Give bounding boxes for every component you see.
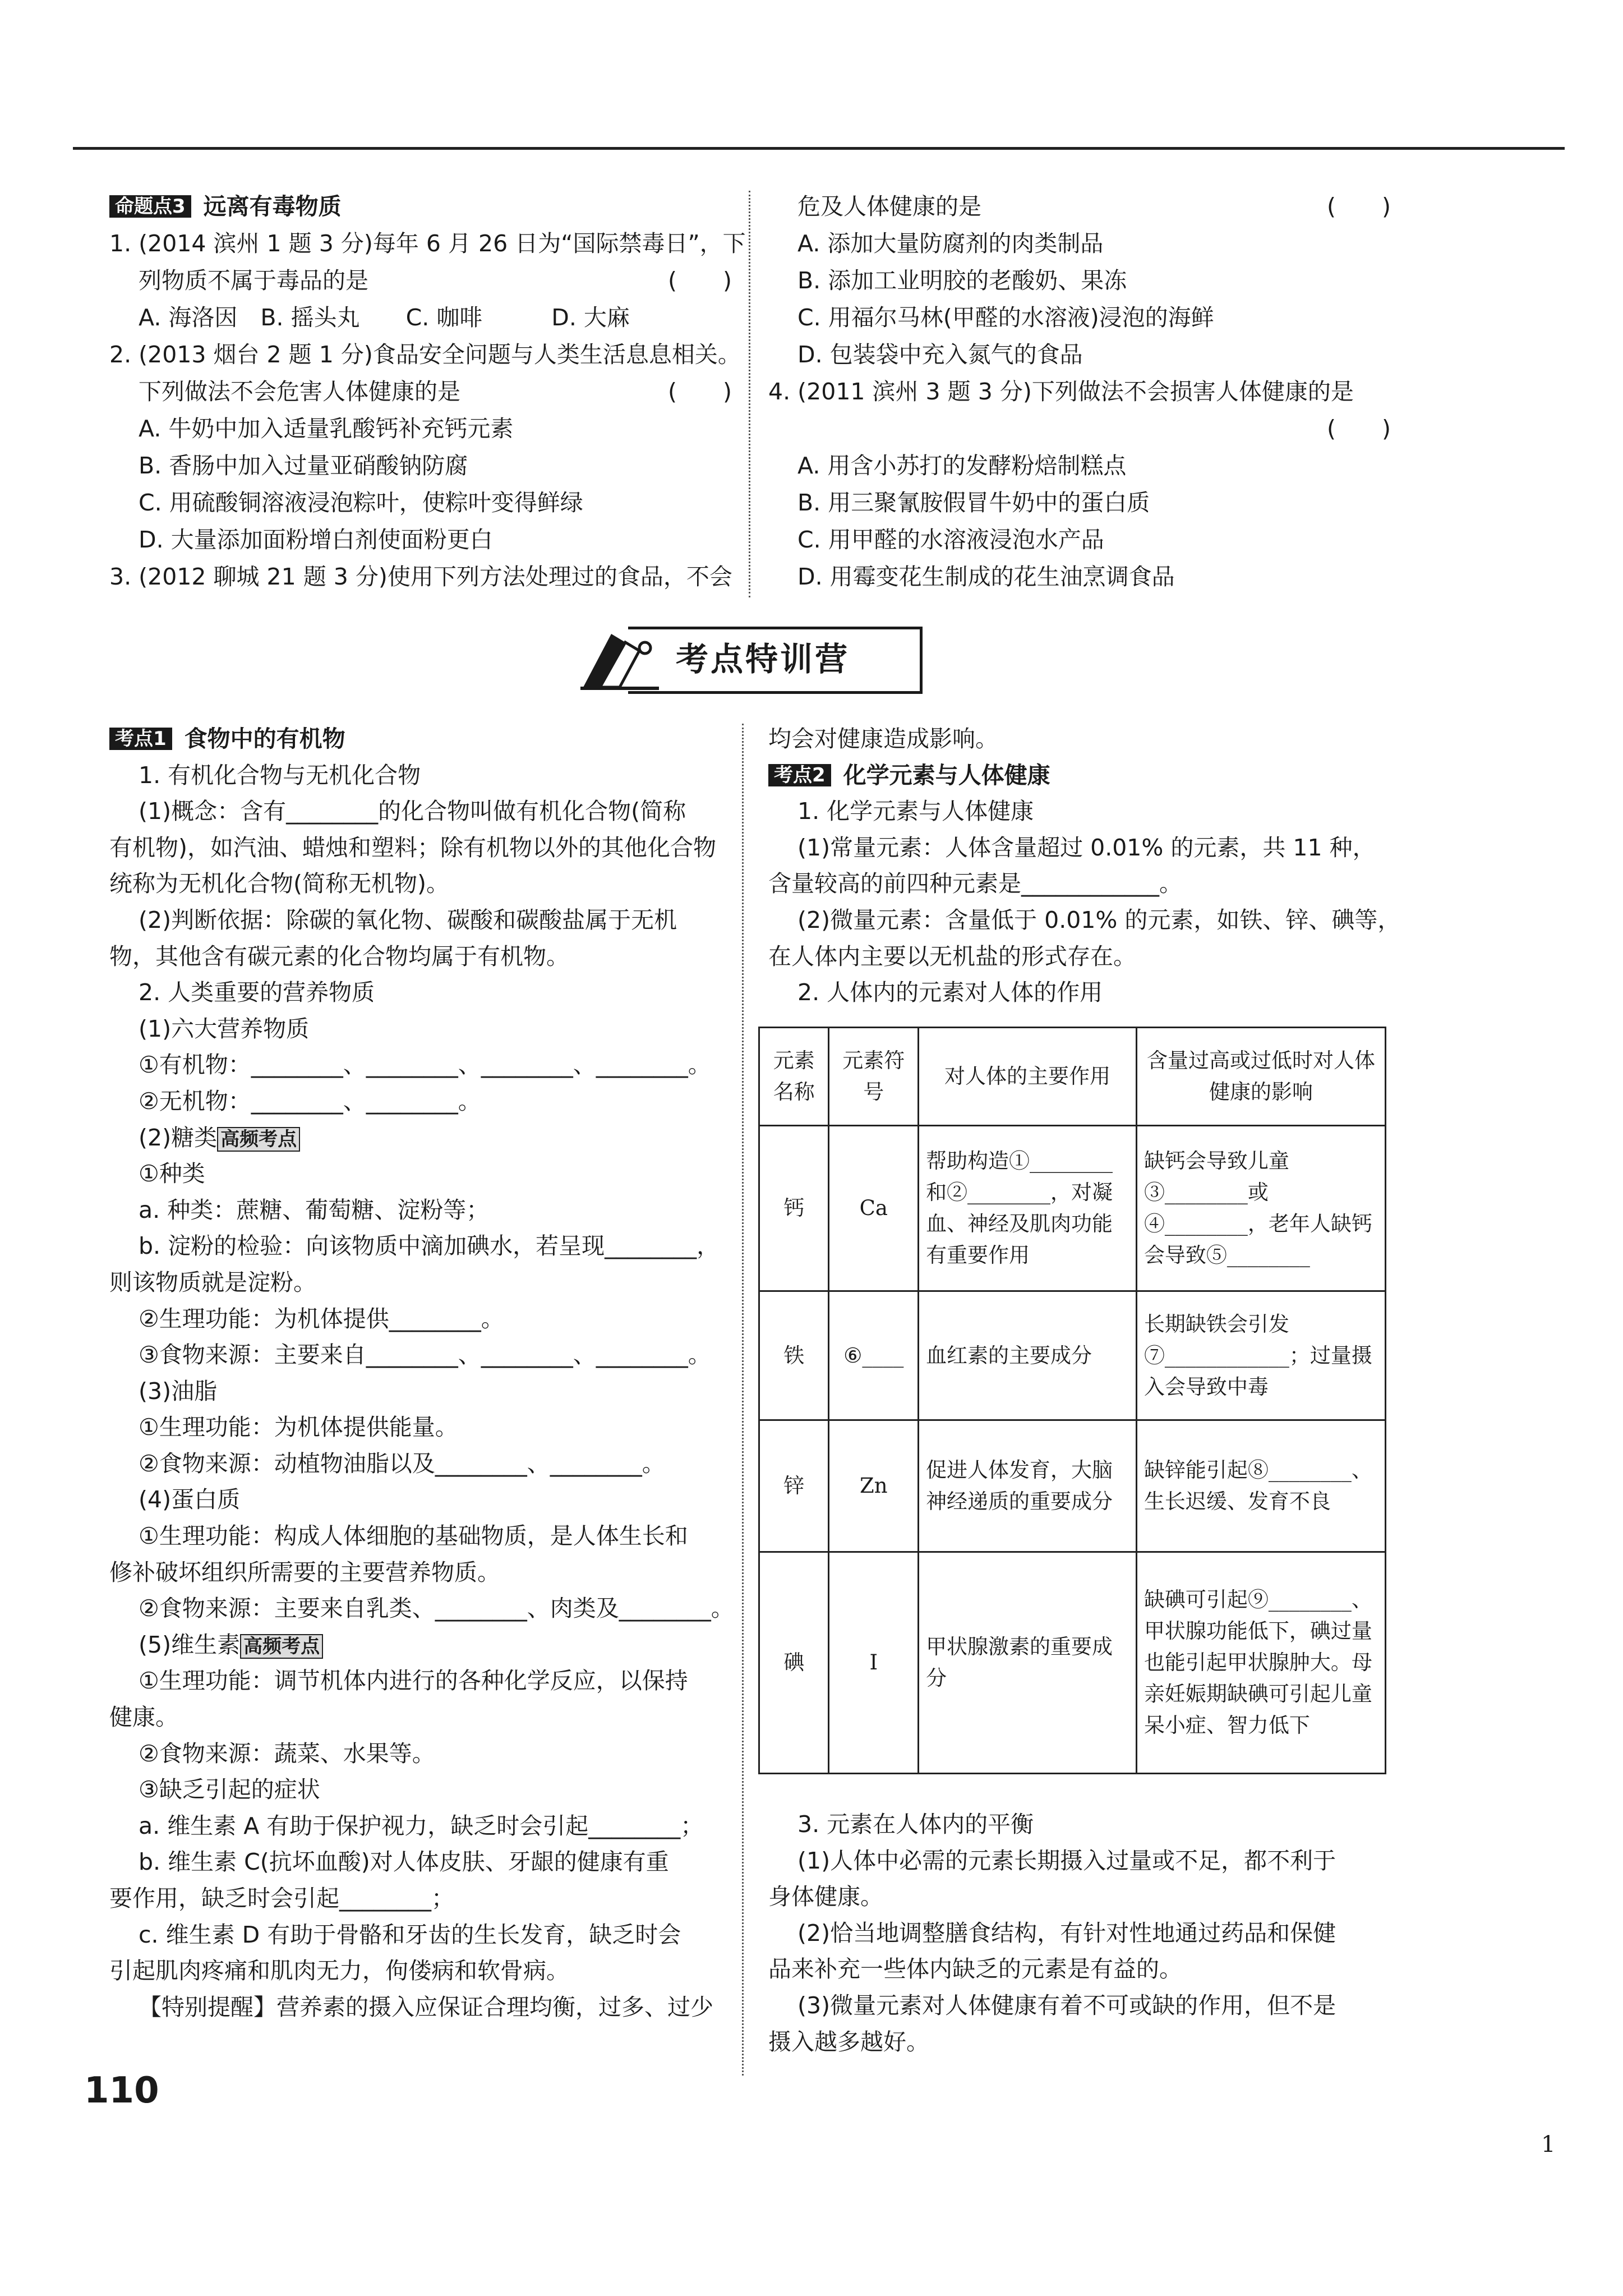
text-line: a. 维生素 A 有助于保护视力，缺乏时会引起________； — [139, 1812, 704, 1839]
q2-line1: 2. (2013 烟台 2 题 1 分)食品安全问题与人类生活息息相关。 — [109, 341, 741, 368]
q1-options: A. 海洛因 B. 摇头丸 C. 咖啡 D. 大麻 — [139, 304, 630, 331]
text-line: (3)微量元素对人体健康有着不可或缺的作用，但不是 — [797, 1991, 1336, 2019]
text-line: ②食物来源：蔬菜、水果等。 — [139, 1740, 435, 1767]
table-header-row — [759, 1028, 1386, 1126]
text-line: (1)六大营养物质 — [139, 1015, 310, 1042]
q1-paren: ( ) — [668, 267, 732, 294]
top-left-column — [109, 188, 746, 595]
text-line: ①生理功能：为机体提供能量。 — [139, 1414, 458, 1441]
table-row — [759, 1552, 1386, 1774]
table-cell: Zn — [829, 1420, 919, 1552]
text-line: (3)油脂 — [139, 1377, 218, 1405]
q1-line2: 列物质不属于毒品的是 — [139, 267, 368, 294]
q4-line1: 4. (2011 滨州 3 题 3 分)下列做法不会损害人体健康的是 — [768, 378, 1354, 405]
right-column-bottom — [768, 1806, 1391, 2060]
q3-option-c: C. 用福尔马林(甲醛的水溶液)浸泡的海鲜 — [797, 304, 1214, 331]
left-column — [109, 721, 732, 2025]
table-cell: 促进人体发育，大脑神经递质的重要成分 — [919, 1420, 1137, 1552]
text-line: ③缺乏引起的症状 — [139, 1776, 320, 1803]
text-line: 2. 人类重要的营养物质 — [139, 979, 375, 1006]
top-right-column — [768, 188, 1391, 595]
text-line: 在人体内主要以无机盐的形式存在。 — [768, 942, 1136, 970]
q4-option-d: D. 用霉变花生制成的花生油烹调食品 — [797, 563, 1175, 590]
text-line: ①生理功能：构成人体细胞的基础物质，是人体生长和 — [139, 1522, 688, 1550]
high-frequency-badge: 高频考点 — [240, 1634, 323, 1659]
text-line: 修补破坏组织所需要的主要营养物质。 — [109, 1558, 500, 1586]
table-header: 元素符号 — [829, 1028, 919, 1126]
table-cell: ⑥____ — [829, 1291, 919, 1420]
text-line: (2)判断依据：除碳的氧化物、碳酸和碳酸盐属于无机 — [139, 906, 677, 933]
text-line: c. 维生素 D 有助于骨骼和牙齿的生长发育，缺乏时会 — [139, 1921, 681, 1948]
kaodian2-tag: 考点2 — [768, 764, 831, 786]
corner-number: 1 — [1541, 2132, 1556, 2157]
text-line: 1. 化学元素与人体健康 — [797, 798, 1034, 825]
table-row — [759, 1420, 1386, 1552]
text-line: 身体健康。 — [768, 1883, 883, 1911]
table-cell: 帮助构造①________和②________，对凝血、神经及肌肉功能有重要作用 — [919, 1126, 1137, 1291]
right-column — [768, 721, 1401, 1011]
text-line: ①种类 — [139, 1160, 205, 1188]
q4-option-b: B. 用三聚氰胺假冒牛奶中的蛋白质 — [797, 489, 1150, 516]
kaodian1-title: 食物中的有机物 — [184, 725, 345, 752]
text-line: (2)糖类 — [139, 1124, 218, 1151]
q4-option-c: C. 用甲醛的水溶液浸泡水产品 — [797, 526, 1104, 553]
q3-line2: 危及人体健康的是 — [797, 193, 981, 220]
table-cell: 缺锌能引起⑧________、生长迟缓、发育不良 — [1136, 1420, 1385, 1552]
table-cell: 缺钙会导致儿童③________或④________，老年人缺钙会导致⑤________ — [1136, 1126, 1385, 1291]
q3-paren: ( ) — [1327, 193, 1391, 220]
text-line: (2)微量元素：含量低于 0.01% 的元素，如铁、锌、碘等， — [797, 906, 1401, 933]
table-cell: 甲状腺激素的重要成分 — [919, 1552, 1137, 1774]
text-line: 2. 人体内的元素对人体的作用 — [797, 979, 1103, 1006]
text-line: ②食物来源：动植物油脂以及________、________。 — [139, 1450, 665, 1477]
text-line: a. 种类：蔗糖、葡萄糖、淀粉等； — [139, 1196, 490, 1223]
q2-line2: 下列做法不会危害人体健康的是 — [139, 378, 460, 405]
text-line: (1)概念：含有________的化合物叫做有机化合物(简称 — [139, 798, 686, 825]
table-cell: 钙 — [759, 1126, 829, 1291]
table-cell: Ca — [829, 1126, 919, 1291]
q4-paren: ( ) — [1327, 415, 1391, 442]
table-cell: 锌 — [759, 1420, 829, 1552]
text-line: 1. 有机化合物与无机化合物 — [139, 761, 421, 789]
text-line: ②无机物：________、________。 — [139, 1087, 481, 1115]
text-line: b. 维生素 C(抗坏血酸)对人体皮肤、牙龈的健康有重 — [139, 1848, 669, 1876]
text-line: 引起肌肉疼痛和肌肉无力，佝偻病和软骨病。 — [109, 1957, 569, 1985]
text-line: 物，其他含有碳元素的化合物均属于有机物。 — [109, 942, 569, 970]
special-reminder: 【特别提醒】营养素的摄入应保证合理均衡，过多、过少 — [139, 1993, 713, 2021]
q4-option-a: A. 用含小苏打的发酵粉焙制糕点 — [797, 452, 1127, 479]
text-line: (1)人体中必需的元素长期摄入过量或不足，都不利于 — [797, 1847, 1336, 1874]
table-cell: I — [829, 1552, 919, 1774]
top-column-divider — [749, 191, 750, 597]
q3-option-b: B. 添加工业明胶的老酸奶、果冻 — [797, 267, 1127, 294]
element-table — [758, 1027, 1386, 1774]
text-line: 有机物)，如汽油、蜡烛和塑料；除有机物以外的其他化合物 — [109, 834, 716, 861]
bottom-column-divider — [742, 724, 744, 2076]
text-line: 均会对健康造成影响。 — [768, 725, 998, 752]
q1-line1: 1. (2014 滨州 1 题 3 分)每年 6 月 26 日为“国际禁毒日”，下 — [109, 230, 746, 257]
text-line: (1)常量元素：人体含量超过 0.01% 的元素，共 11 种， — [797, 834, 1376, 861]
table-cell: 碘 — [759, 1552, 829, 1774]
kaodian2-title: 化学元素与人体健康 — [843, 761, 1050, 789]
table-cell: 长期缺铁会引发⑦____________；过量摄入会导致中毒 — [1136, 1291, 1385, 1420]
section-tag: 命题点3 — [109, 195, 191, 218]
banner-title: 考点特训营 — [676, 640, 850, 678]
q3-option-a: A. 添加大量防腐剂的肉类制品 — [797, 230, 1104, 257]
table-cell: 铁 — [759, 1291, 829, 1420]
text-line: 品来补充一些体内缺乏的元素是有益的。 — [768, 1955, 1182, 1983]
table-cell: 缺碘可引起⑨________、甲状腺功能低下，碘过量也能引起甲状腺肿大。母亲妊娠期缺碘可引起儿童呆小症、智力低下 — [1136, 1552, 1385, 1774]
table-header: 含量过高或过低时对人体健康的影响 — [1136, 1028, 1385, 1126]
q2-option-d: D. 大量添加面粉增白剂使面粉更白 — [139, 526, 493, 553]
q2-paren: ( ) — [668, 378, 732, 405]
text-line: 要作用，缺乏时会引起________； — [109, 1885, 454, 1912]
text-line: ③食物来源：主要来自________、________、________。 — [139, 1341, 711, 1369]
high-frequency-badge: 高频考点 — [217, 1127, 300, 1152]
text-line: ②生理功能：为机体提供________。 — [139, 1305, 504, 1332]
text-line: b. 淀粉的检验：向该物质中滴加碘水，若呈现________， — [139, 1232, 720, 1260]
q2-option-b: B. 香肠中加入过量亚硝酸钠防腐 — [139, 452, 468, 479]
text-line: ②食物来源：主要来自乳类、________、肉类及________。 — [139, 1595, 734, 1622]
section-title: 远离有毒物质 — [203, 193, 342, 220]
page-number: 110 — [84, 2070, 159, 2111]
text-line: ①有机物：________、________、________、________。 — [139, 1051, 711, 1079]
text-line: (2)恰当地调整膳食结构，有针对性地通过药品和保健 — [797, 1919, 1336, 1947]
table-row — [759, 1126, 1386, 1291]
text-line: 则该物质就是淀粉。 — [109, 1268, 316, 1296]
q2-option-a: A. 牛奶中加入适量乳酸钙补充钙元素 — [139, 415, 514, 442]
table-row — [759, 1291, 1386, 1420]
text-line: (4)蛋白质 — [139, 1486, 241, 1513]
text-line: ①生理功能：调节机体内进行的各种化学反应，以保持 — [139, 1667, 688, 1695]
q2-option-c: C. 用硫酸铜溶液浸泡粽叶，使粽叶变得鲜绿 — [139, 489, 583, 516]
q3-option-d: D. 包装袋中充入氮气的食品 — [797, 341, 1083, 368]
kaodian1-tag: 考点1 — [109, 728, 172, 750]
top-rule — [73, 147, 1565, 150]
q3-line1: 3. (2012 聊城 21 题 3 分)使用下列方法处理过的食品，不会 — [109, 563, 732, 590]
text-line: 3. 元素在人体内的平衡 — [797, 1811, 1034, 1838]
table-header: 对人体的主要作用 — [919, 1028, 1137, 1126]
text-line: 健康。 — [109, 1704, 178, 1731]
text-line: 含量较高的前四种元素是____________。 — [768, 870, 1182, 898]
section-banner — [578, 620, 925, 696]
text-line: 统称为无机化合物(简称无机物)。 — [109, 870, 449, 898]
text-line: (5)维生素 — [139, 1631, 241, 1658]
text-line: 摄入越多越好。 — [768, 2028, 929, 2055]
table-header: 元素名称 — [759, 1028, 829, 1126]
table-cell: 血红素的主要成分 — [919, 1291, 1137, 1420]
